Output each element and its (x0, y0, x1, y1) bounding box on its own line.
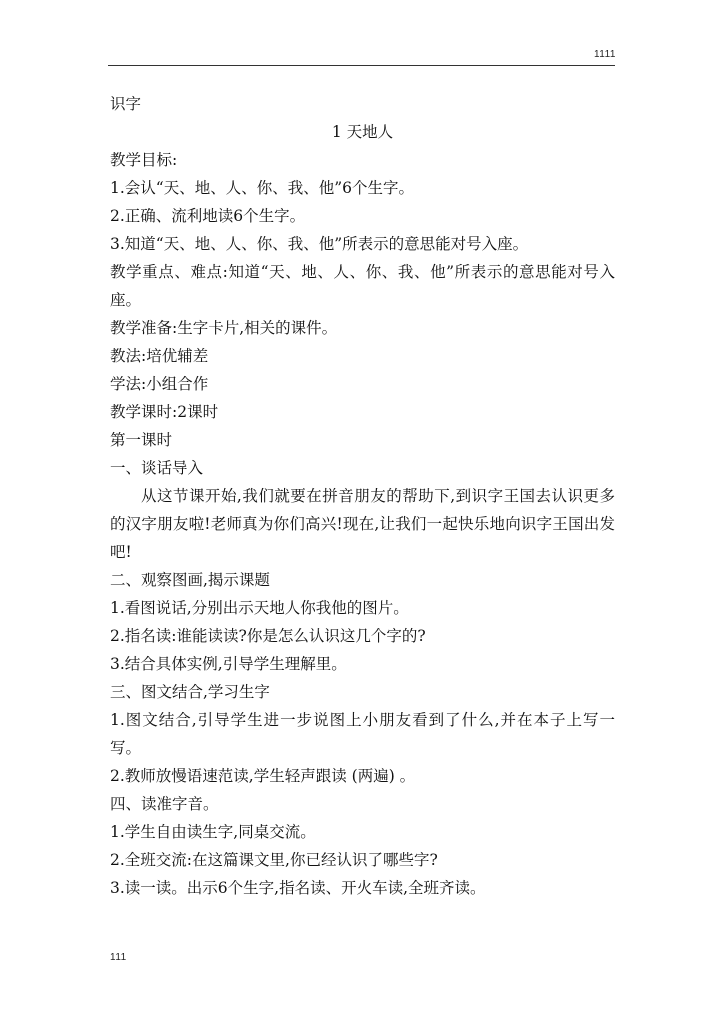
paragraph: 教学准备:生字卡片,相关的课件。 (110, 319, 338, 337)
section-heading: 识字 (110, 95, 142, 113)
paragraph: 2.指名读:谁能读读?你是怎么认识这几个字的? (110, 627, 426, 645)
paragraph: 三、图文结合,学习生字 (110, 683, 270, 701)
paragraph: 2.全班交流:在这篇课文里,你已经认识了哪些字? (110, 851, 438, 869)
paragraph: 学法:小组合作 (110, 375, 209, 393)
paragraph: 2.教师放慢语速范读,学生轻声跟读 (两遍) 。 (110, 767, 416, 785)
paragraph: 教学课时:2课时 (110, 403, 219, 421)
paragraph: 3.结合具体实例,引导学生理解里。 (110, 655, 347, 673)
paragraph: 教学目标: (110, 151, 178, 169)
footer-page-number: 111 (110, 952, 127, 963)
lesson-title: 1 天地人 (331, 123, 394, 141)
paragraph: 四、读准字音。 (110, 795, 219, 813)
paragraph: 第一课时 (110, 431, 173, 449)
paragraph: 教法:培优辅差 (110, 347, 209, 365)
paragraph: 1.图文结合,引导学生进一步说图上小朋友看到了什么,并在本子上写一写。 (110, 711, 615, 757)
paragraph: 3.知道“天、地、人、你、我、他”所表示的意思能对号入座。 (110, 235, 529, 253)
paragraph: 二、观察图画,揭示课题 (110, 571, 270, 589)
header-page-number: 1111 (593, 49, 616, 60)
paragraph: 3.读一读。出示6个生字,指名读、开火车读,全班齐读。 (110, 879, 486, 897)
paragraph: 1.学生自由读生字,同桌交流。 (110, 823, 316, 841)
paragraph: 教学重点、难点:知道“天、地、人、你、我、他”所表示的意思能对号入座。 (110, 263, 615, 309)
paragraph: 2.正确、流利地读6个生字。 (110, 207, 306, 225)
paragraph: 1.看图说话,分别出示天地人你我他的图片。 (110, 599, 409, 617)
paragraph: 一、谈话导入 (110, 459, 204, 477)
paragraph: 1.会认“天、地、人、你、我、他”6个生字。 (110, 179, 414, 197)
document-body (110, 90, 615, 902)
header-divider (108, 65, 615, 66)
paragraph: 从这节课开始,我们就要在拼音朋友的帮助下,到识字王国去认识更多的汉字朋友啦!老师真为你们高兴!现在,让我们一起快乐地向识字王国出发吧! (110, 487, 615, 561)
